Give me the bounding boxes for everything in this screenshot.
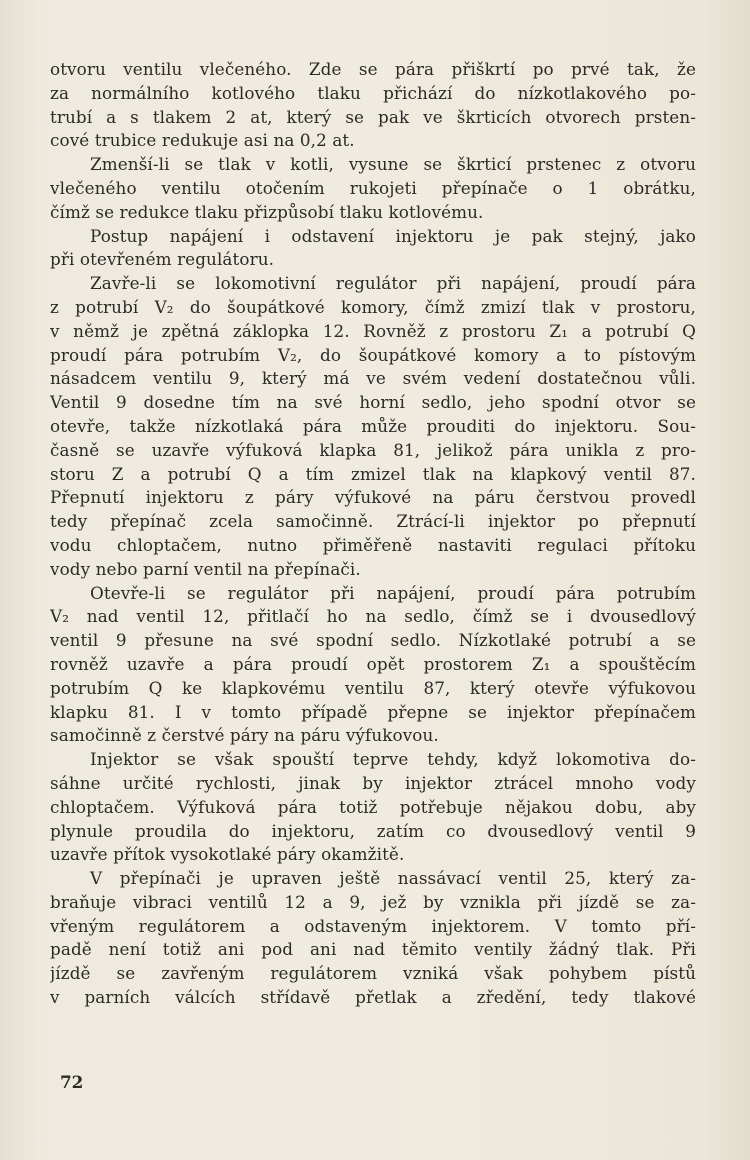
text-line: Zmenší-li se tlak v kotli, vysune se škrticí prstenec z otvoru: [90, 154, 696, 175]
text-line: v němž je zpětná záklopka 12. Rovněž z prostoru Z₁ a potrubí Q: [50, 320, 696, 341]
text-line: Otevře-li se regulátor při napájení, proudí pára potrubím: [90, 582, 696, 603]
text-line: v parních válcích střídavě přetlak a zředění, tedy tlakové: [50, 987, 696, 1008]
text-line: Přepnutí injektoru z páry výfukové na páru čerstvou provedl: [50, 487, 696, 508]
text-line: V₂ nad ventil 12, přitlačí ho na sedlo, čímž se i dvousedlový: [50, 606, 696, 627]
text-line: klapku 81. I v tomto případě přepne se injektor přepínačem: [50, 701, 696, 722]
text-line: vlečeného ventilu otočením rukojeti přepínače o 1 obrátku,: [50, 177, 696, 198]
text-line: V přepínači je upraven ještě nassávací ventil 25, který za-: [90, 868, 696, 889]
text-line: rovněž uzavře a pára proudí opět prostorem Z₁ a spouštěcím: [50, 653, 696, 674]
text-line: vody nebo parní ventil na přepínači.: [50, 558, 361, 579]
text-line: otevře, takže nízkotlaká pára může prouditi do injektoru. Sou-: [50, 415, 696, 436]
text-line: trubí a s tlakem 2 at, který se pak ve škrticích otvorech prsten-: [50, 106, 696, 127]
text-line: sáhne určité rychlosti, jinak by injektor ztrácel mnoho vody: [50, 772, 696, 793]
text-line: za normálního kotlového tlaku přichází do nízkotlakového po-: [50, 82, 696, 103]
page-number: 72: [60, 1072, 84, 1092]
text-line: otvoru ventilu vlečeného. Zde se pára přiškrtí po prvé tak, že: [50, 59, 696, 79]
body-text: [50, 58, 696, 1010]
text-line: braňuje vibraci ventilů 12 a 9, jež by vznikla při jízdě se za-: [50, 891, 696, 912]
text-line: z potrubí V₂ do šoupátkové komory, čímž zmizí tlak v prostoru,: [50, 296, 696, 317]
text-line: cové trubice redukuje asi na 0,2 at.: [50, 130, 355, 151]
text-line: Zavře-li se lokomotivní regulátor při napájení, proudí pára: [90, 273, 696, 294]
text-line: vodu chloptačem, nutno přiměřeně nastaviti regulaci přítoku: [50, 534, 696, 555]
text-line: časně se uzavře výfuková klapka 81, jelikož pára unikla z pro-: [50, 439, 696, 460]
text-line: Postup napájení i odstavení injektoru je pak stejný, jako: [90, 225, 696, 246]
text-line: potrubím Q ke klapkovému ventilu 87, který otevře výfukovou: [50, 677, 696, 698]
text-line: plynule proudila do injektoru, zatím co dvousedlový ventil 9: [50, 820, 696, 841]
text-line: chloptačem. Výfuková pára totiž potřebuje nějakou dobu, aby: [50, 796, 696, 817]
text-line: jízdě se zavřeným regulátorem vzniká však pohybem pístů: [50, 963, 696, 984]
text-line: násadcem ventilu 9, který má ve svém vedení dostatečnou vůli.: [50, 368, 696, 389]
text-line: samočinně z čerstvé páry na páru výfukovou.: [50, 725, 439, 746]
text-line: tedy přepínač zcela samočinně. Ztrácí-li injektor po přepnutí: [50, 511, 696, 532]
text-line: při otevřeném regulátoru.: [50, 249, 275, 270]
text-line: uzavře přítok vysokotlaké páry okamžitě.: [50, 844, 405, 865]
text-line: proudí pára potrubím V₂, do šoupátkové komory a to pístovým: [50, 344, 696, 365]
text-line: čímž se redukce tlaku přizpůsobí tlaku kotlovému.: [50, 201, 484, 222]
text-line: storu Z a potrubí Q a tím zmizel tlak na klapkový ventil 87.: [50, 463, 696, 484]
text-line: Ventil 9 dosedne tím na své horní sedlo, jeho spodní otvor se: [50, 392, 696, 413]
text-line: ventil 9 přesune na své spodní sedlo. Nízkotlaké potrubí a se: [50, 630, 696, 651]
text-line: Injektor se však spouští teprve tehdy, když lokomotiva do-: [90, 749, 696, 770]
text-line: vřeným regulátorem a odstaveným injektorem. V tomto pří-: [50, 915, 696, 936]
text-line: padě není totiž ani pod ani nad těmito ventily žádný tlak. Při: [50, 939, 696, 960]
